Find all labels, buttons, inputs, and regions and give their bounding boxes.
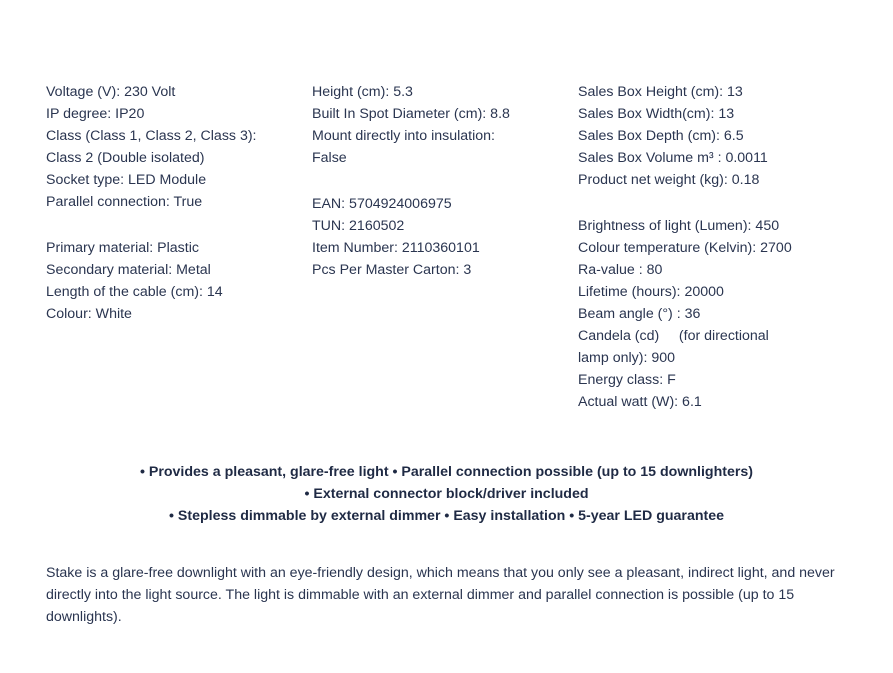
spec-box-height: Sales Box Height (cm): 13 (578, 84, 743, 100)
spec-column-electrical (46, 81, 306, 325)
spec-voltage: Voltage (V): 230 Volt (46, 84, 176, 100)
spec-colour-temperature: Colour temperature (Kelvin): 2700 (578, 240, 792, 256)
spec-parallel-connection: Parallel connection: True (46, 194, 203, 210)
spec-colour: Colour: White (46, 306, 132, 322)
spec-box-depth: Sales Box Depth (cm): 6.5 (578, 128, 744, 144)
spec-net-weight: Product net weight (kg): 0.18 (578, 172, 760, 188)
spec-secondary-material: Secondary material: Metal (46, 262, 211, 278)
spec-pcs-per-carton: Pcs Per Master Carton: 3 (312, 262, 472, 278)
spec-primary-material: Primary material: Plastic (46, 240, 199, 256)
spec-cable-length: Length of the cable (cm): 14 (46, 284, 223, 300)
product-description: Stake is a glare-free downlight with an eye-friendly design, which means that you only see a pleasant, indirect light, and never directly into the light source. The light is dimmable with an external dimmer and parallel connection is possible (up to 15 downlights). (46, 565, 835, 625)
spec-class-label: Class (Class 1, Class 2, Class 3): (46, 128, 257, 144)
spec-insulation-value: False (312, 150, 347, 166)
spec-insulation-label: Mount directly into insulation: (312, 128, 495, 144)
feature-line-3: • Stepless dimmable by external dimmer • Easy installation • 5-year LED guarantee (168, 508, 725, 524)
spec-ra-value: Ra-value : 80 (578, 262, 663, 278)
spec-ip-degree: IP degree: IP20 (46, 106, 145, 122)
feature-line-1: • Provides a pleasant, glare-free light • Parallel connection possible (up to 15 downlighters) (139, 464, 754, 480)
spec-item-number: Item Number: 2110360101 (312, 240, 480, 256)
spec-class-value: Class 2 (Double isolated) (46, 150, 205, 166)
spec-ean: EAN: 5704924006975 (312, 196, 452, 212)
feature-line-2: • External connector block/driver included (304, 486, 589, 502)
spec-candela-label: Candela (cd) (for directional (578, 328, 769, 344)
spec-actual-watt: Actual watt (W): 6.1 (578, 394, 702, 410)
spec-socket-type: Socket type: LED Module (46, 172, 207, 188)
spec-lifetime: Lifetime (hours): 20000 (578, 284, 724, 300)
spec-box-width: Sales Box Width(cm): 13 (578, 106, 735, 122)
spec-beam-angle: Beam angle (°) : 36 (578, 306, 701, 322)
spec-height: Height (cm): 5.3 (312, 84, 413, 100)
spec-column-dimensions (312, 81, 572, 281)
feature-highlights (0, 461, 893, 527)
spec-energy-class: Energy class: F (578, 372, 676, 388)
spec-brightness: Brightness of light (Lumen): 450 (578, 218, 780, 234)
spec-spot-diameter: Built In Spot Diameter (cm): 8.8 (312, 106, 510, 122)
spec-candela-value: lamp only): 900 (578, 350, 675, 366)
specifications (46, 81, 876, 421)
spec-tun: TUN: 2160502 (312, 218, 405, 234)
spec-box-volume: Sales Box Volume m³ : 0.0011 (578, 150, 768, 166)
spec-column-packaging-light (578, 81, 878, 413)
